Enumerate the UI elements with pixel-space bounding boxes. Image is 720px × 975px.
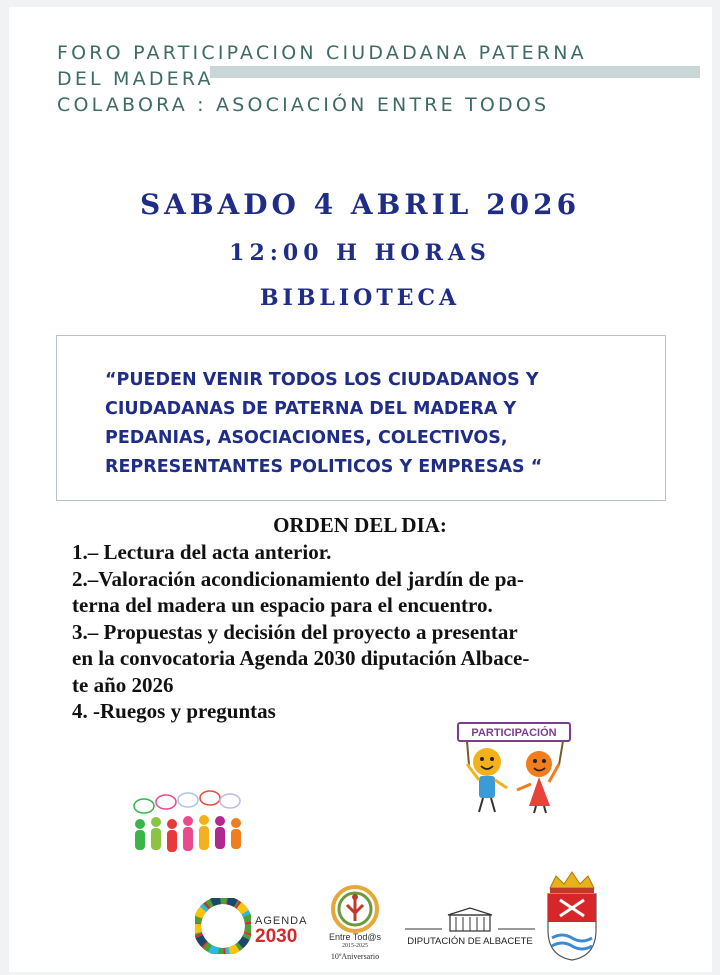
sign-text: PARTICIPACIÓN: [471, 727, 557, 739]
building-icon: [400, 905, 540, 935]
entre-todos-logo: [325, 885, 385, 961]
invite-line-1: “PUEDEN VENIR TODOS LOS CIUDADANOS Y: [105, 370, 539, 390]
entre-todos-anniversary: 10ºAniversario: [330, 952, 380, 961]
diputacion-name: DIPUTACIÓN DE ALBACETE: [407, 936, 533, 947]
invite-line-2: CIUDADANAS DE PATERNA DEL MADERA Y: [105, 399, 517, 419]
agenda-line: en la convocatoria Agenda 2030 diputación Albace-: [72, 646, 530, 670]
agenda-line: terna del madera un espacio para el encuentro.: [72, 593, 493, 617]
event-place: BIBLIOTECA: [259, 285, 461, 311]
entre-todos-emblem: [325, 885, 385, 935]
event-time: 12:00 H HORAS: [229, 240, 491, 266]
agenda-year: 2030: [255, 926, 298, 947]
municipal-coat-of-arms: [542, 868, 602, 963]
entre-todos-name: Entre Tod@s: [329, 932, 381, 942]
invite-line-3: PEDANIAS, ASOCIACIONES, COLECTIVOS,: [105, 428, 508, 448]
agenda-line: 4. -Ruegos y preguntas: [72, 699, 276, 723]
header-line-1: FORO PARTICIPACION CIUDADANA PATERNA: [57, 42, 587, 64]
invite-text: [105, 366, 625, 482]
participation-illustration: [455, 720, 575, 815]
agenda-2030-text: [255, 915, 307, 947]
agenda-line: 3.– Propuestas y decisión del proyecto a presentar: [72, 619, 518, 644]
agenda-title: ORDEN DEL DIA:: [273, 513, 447, 537]
agenda-line: 1.– Lectura del acta anterior.: [72, 540, 332, 564]
entre-todos-years: 2015-2025: [342, 943, 368, 949]
diputacion-albacete-logo: [400, 905, 540, 947]
header-line-3: COLABORA : ASOCIACIÓN ENTRE TODOS: [57, 94, 550, 116]
forum-header: [57, 40, 587, 118]
invite-line-4: REPRESENTANTES POLITICOS Y EMPRESAS “: [105, 457, 543, 477]
header-line-2: DEL MADERA: [57, 68, 214, 90]
agenda-label: AGENDA: [255, 915, 308, 927]
agenda-line: te año 2026: [72, 672, 174, 697]
agenda-line: 2.–Valoración acondicionamiento del jardín de pa-: [72, 566, 524, 591]
people-speech-bubbles-illustration: [122, 790, 257, 865]
event-date: SABADO 4 ABRIL 2026: [139, 188, 581, 221]
agenda-list: [72, 539, 652, 725]
agenda-2030-wheel-logo: [195, 898, 251, 954]
